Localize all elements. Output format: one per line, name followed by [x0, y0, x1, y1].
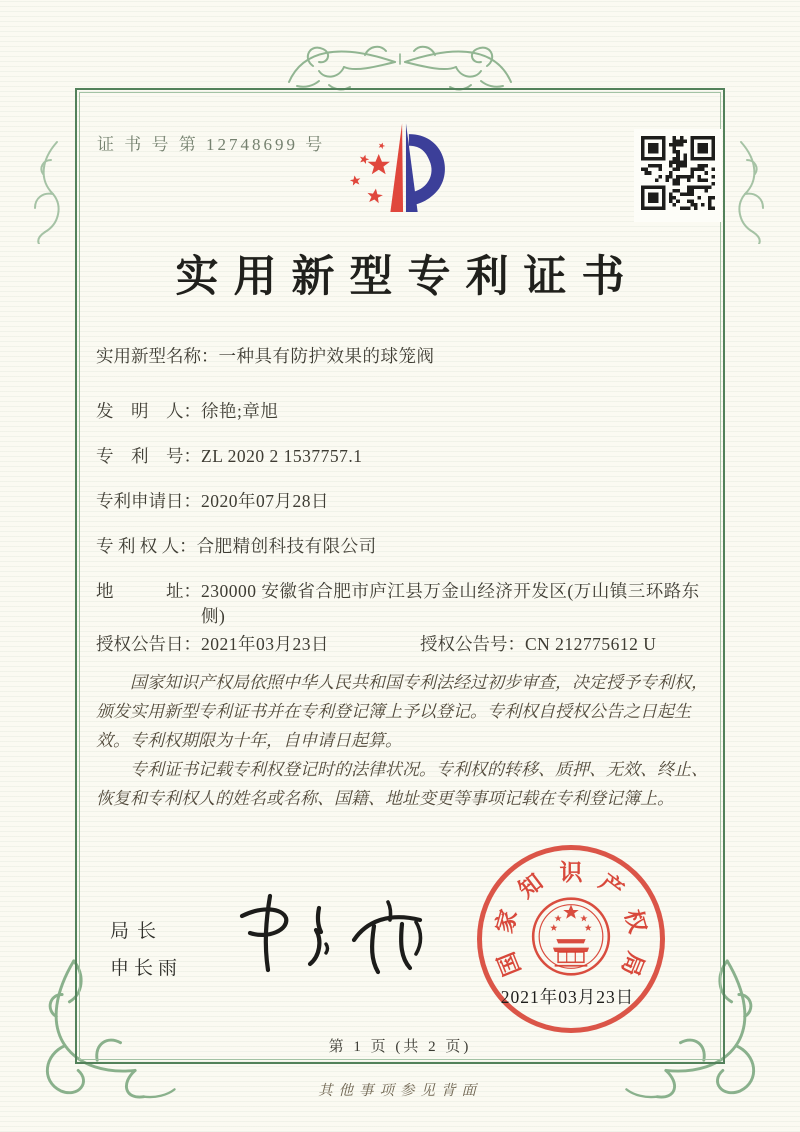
field-grant-info: [96, 632, 712, 657]
qr-code-icon: [634, 129, 722, 222]
field-label: 专 利 号：: [96, 446, 201, 466]
commissioner-title: 局长: [110, 921, 165, 942]
field-grant-number: [420, 632, 656, 657]
seal-character: 权: [620, 907, 651, 936]
national-emblem-icon: [528, 894, 614, 985]
right-edge-ornament-icon: [733, 140, 767, 244]
field-list: [96, 344, 712, 677]
field-label: 地 址：: [96, 581, 201, 601]
field-value: CN 212775612 U: [525, 634, 657, 654]
legal-text: [96, 668, 714, 813]
field-address: [96, 579, 712, 629]
seal-character: 国: [493, 948, 526, 980]
legal-paragraph-2: 专利证书记载专利权登记时的法律状况。专利权的转移、质押、无效、终止、恢复和专利权人的姓名或名称、国籍、地址变更等事项记载在专利登记簿上。: [96, 760, 708, 808]
seal-character: 知: [513, 869, 548, 904]
field-label: 专 利 权 人：: [96, 536, 197, 556]
legal-paragraph-1: 国家知识产权局依照中华人民共和国专利法经过初步审查，决定授予专利权，颁发实用新型专利证书并在专利登记簿上予以登记。专利权自授权公告之日起生效。专利权期限为十年，自申请日起算。: [96, 673, 708, 750]
seal-character: 识: [559, 860, 583, 885]
field-value: 230000 安徽省合肥市庐江县万金山经济开发区(万山镇三环路东侧): [201, 581, 700, 626]
field-filing-date: [96, 489, 712, 514]
field-value: 一种具有防护效果的球笼阀: [218, 346, 435, 366]
field-label: 授权公告号：: [420, 634, 525, 654]
cnipa-patent-logo-icon: [332, 110, 478, 243]
handwritten-signature-icon: [218, 882, 430, 991]
seal-character: 产: [594, 869, 629, 904]
field-inventor: [96, 399, 712, 424]
seal-character: 家: [491, 907, 522, 936]
field-utility-model-name: [96, 344, 712, 369]
commissioner-name: 申长雨: [110, 958, 183, 979]
field-label: 发 明 人：: [96, 401, 201, 421]
field-label: 授权公告日：: [96, 634, 201, 654]
field-value: 2021年03月23日: [201, 634, 329, 654]
field-patentee: [96, 534, 712, 559]
field-value: 2020年07月28日: [201, 491, 329, 511]
field-value: ZL 2020 2 1537757.1: [201, 446, 363, 466]
certificate-title: 实用新型专利证书: [175, 254, 640, 301]
page-number: 第 1 页 (共 2 页): [328, 1039, 472, 1055]
field-label: 实用新型名称：: [96, 346, 219, 366]
field-label: 专利申请日：: [96, 491, 201, 511]
field-value: 合肥精创科技有限公司: [196, 536, 377, 556]
back-side-note: 其他事项参见背面: [318, 1083, 482, 1099]
seal-date: 2021年03月23日: [500, 987, 635, 1007]
certificate-number: 证 书 号 第 12748699 号: [97, 135, 326, 154]
field-patent-number: [96, 444, 712, 469]
left-edge-ornament-icon: [31, 140, 65, 244]
seal-character: 局: [616, 948, 649, 980]
field-value: 徐艳;章旭: [201, 401, 279, 421]
